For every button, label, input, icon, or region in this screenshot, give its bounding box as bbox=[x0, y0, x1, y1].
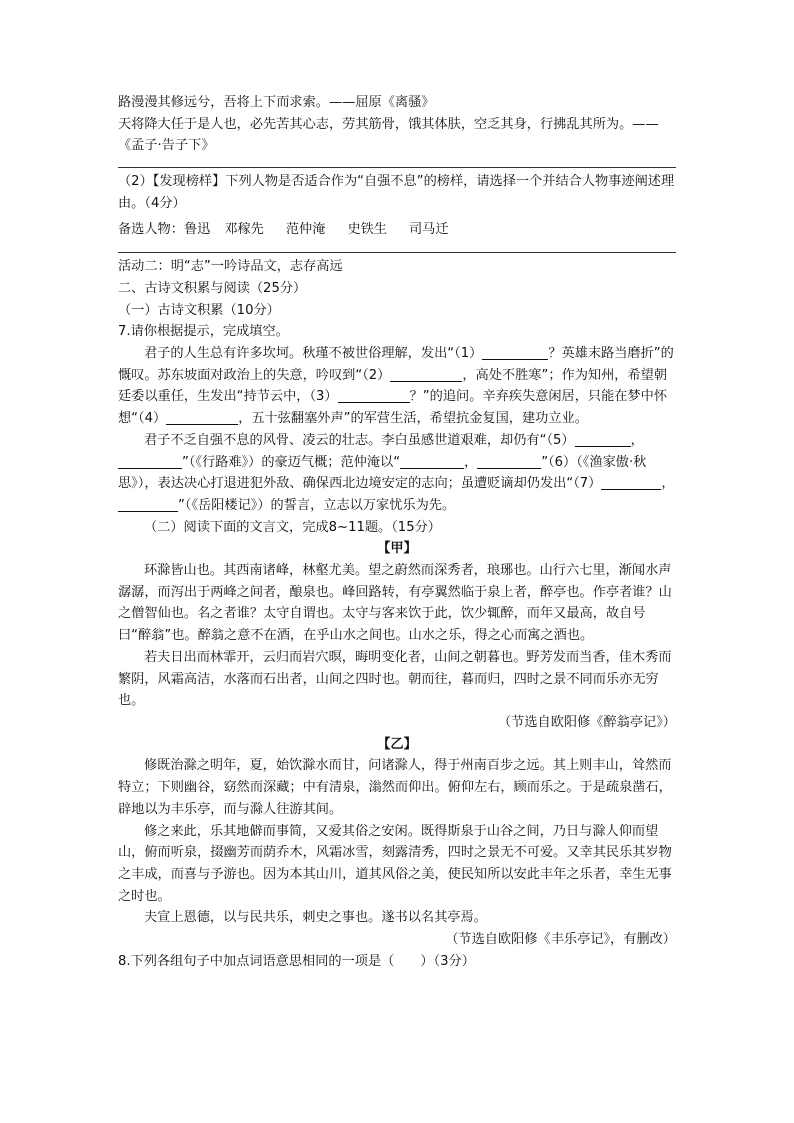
option-simaqian: 司马迁 bbox=[409, 221, 449, 237]
q7-stem: 7.请你根据提示，完成填空。 bbox=[118, 324, 289, 340]
passage-yi-title: 【乙】 bbox=[377, 736, 417, 752]
passage-yi-p3: 夫宣上恩德，以与民共乐，刺史之事也。遂书以名其亭焉。 bbox=[144, 910, 487, 926]
option-luxun: 鲁迅 bbox=[183, 221, 211, 237]
blank-6b[interactable] bbox=[477, 454, 541, 469]
q7-paragraph-2: 君子不乏自强不息的风骨、凌云的壮志。李白虽感世道艰难，却仍有“（5） ，”（《行路难》）的豪迈气概；范仲淹以“ ， ”（6）（《渔家傲·秋思》），表达决心打退进犯外敌、确保西北边境安定的志向；虽遭贬谪却仍发出“（7） ，”（《岳阳楼记》）的誓言，立志以万家忧乐为先。 bbox=[118, 432, 675, 513]
passage-jia-p1: 环滁皆山也。其西南诸峰，林壑尤美。望之蔚然而深秀者，琅琊也。山行六七里，渐闻水声潺潺，而泻出于两峰之间者，酿泉也。峰回路转，有亭翼然临于泉上者，醉亭也。作亭者谁？山之僧智仙也。名之者谁？太守自谓也。太守与客来饮于此，饮少辄醉，而年又最高，故自号曰“醉翁”也。醉翁之意不在酒，在乎山水之间也。山水之乐，得之心而寓之酒也。 bbox=[118, 563, 672, 644]
quote-mencius: 天将降大任于是人也，必先苦其心志，劳其筋骨，饿其体肤，空乏其身，行拂乱其所为。——《孟子·告子下》 bbox=[118, 116, 659, 154]
blank-5b[interactable] bbox=[118, 454, 182, 469]
task2-prompt: （2）【发现榜样】下列人物是否适合作为“自强不息”的榜样，请选择一个并结合人物事迹阐述理由。（4分） bbox=[118, 174, 675, 211]
divider bbox=[118, 240, 676, 253]
divider bbox=[118, 157, 676, 168]
option-shitiesheng: 史铁生 bbox=[347, 221, 387, 237]
quote-lisao: 路漫漫其修远兮，吾将上下而求索。——屈原《离骚》 bbox=[118, 95, 435, 110]
blank-5a[interactable] bbox=[575, 432, 631, 447]
section2-heading: 二、古诗文积累与阅读（25分） bbox=[118, 280, 307, 296]
q7-paragraph-1: 君子的人生总有许多坎坷。秋瑾不被世俗理解，发出“（1） ？英雄末路当磨折”的慨叹。苏东坡面对政治上的失意，吟叹到“（2） ，高处不胜寒”；作为知州，希望朝廷委以重任，生发出“持节云中，（3） ？”的追问。辛弃疾失意闲居，只能在梦中怀想“（4） ，五十弦翻塞外声”的军营生活，希望抗金复国，建功立业。 bbox=[118, 346, 674, 427]
sub1-heading: （一）古诗文积累（10分） bbox=[118, 302, 280, 318]
activity2-heading: 活动二：明“志”一吟诗品文，志存高远 bbox=[118, 259, 343, 275]
options-label: 备选人物： bbox=[118, 221, 184, 237]
document-page bbox=[118, 92, 676, 972]
blank-1[interactable] bbox=[482, 345, 548, 360]
blank-7b[interactable] bbox=[118, 497, 178, 512]
option-fanzhongyan: 范仲淹 bbox=[285, 221, 326, 237]
blank-2[interactable] bbox=[390, 367, 462, 382]
blank-4[interactable] bbox=[166, 410, 238, 425]
option-dengjiaxian: 邓稼先 bbox=[224, 221, 264, 237]
sub2-heading: （二）阅读下面的文言文，完成8~11题。（15分） bbox=[144, 519, 441, 535]
q8-stem: 8.下列各组句子中加点词语意思相同的一项是（ ）（3分） bbox=[118, 953, 475, 969]
blank-7a[interactable] bbox=[601, 475, 661, 490]
blank-6a[interactable] bbox=[400, 454, 464, 469]
passage-jia-source: （节选自欧阳修《醉翁亭记》） bbox=[497, 714, 676, 730]
blank-3[interactable] bbox=[338, 388, 410, 403]
passage-jia-title: 【甲】 bbox=[377, 541, 417, 557]
passage-jia-p2: 若夫日出而林霏开，云归而岩穴暝，晦明变化者，山间之朝暮也。野芳发而当香，佳木秀而繁阴，风霜高洁，水落而石出者，山间之四时也。朝而往，暮而归，四时之景不同而乐亦无穷也。 bbox=[118, 649, 672, 709]
passage-yi-p2: 修之来此，乐其地僻而事简，又爱其俗之安闲。既得斯泉于山谷之间，乃日与滁人仰而望山，俯而听泉，掇幽芳而荫乔木，风霜冰雪，刻露清秀，四时之景无不可爱。又幸其民乐其岁物之丰成，而喜与予游也。因为本其山川，道其风俗之美，使民知所以安此丰年之乐者，幸生无事之时也。 bbox=[118, 823, 672, 904]
passage-yi-p1: 修既治滁之明年，夏，始饮滁水而甘，问诸滁人，得于州南百步之远。其上则丰山，耸然而特立；下则幽谷，窈然而深藏；中有清泉，滃然而仰出。俯仰左右，顾而乐之。于是疏泉凿石，辟地以为丰乐亭，而与滁人往游其间。 bbox=[118, 758, 672, 817]
passage-yi-source: （节选自欧阳修《丰乐亭记》，有删改） bbox=[445, 932, 676, 948]
task2-options bbox=[118, 219, 676, 241]
